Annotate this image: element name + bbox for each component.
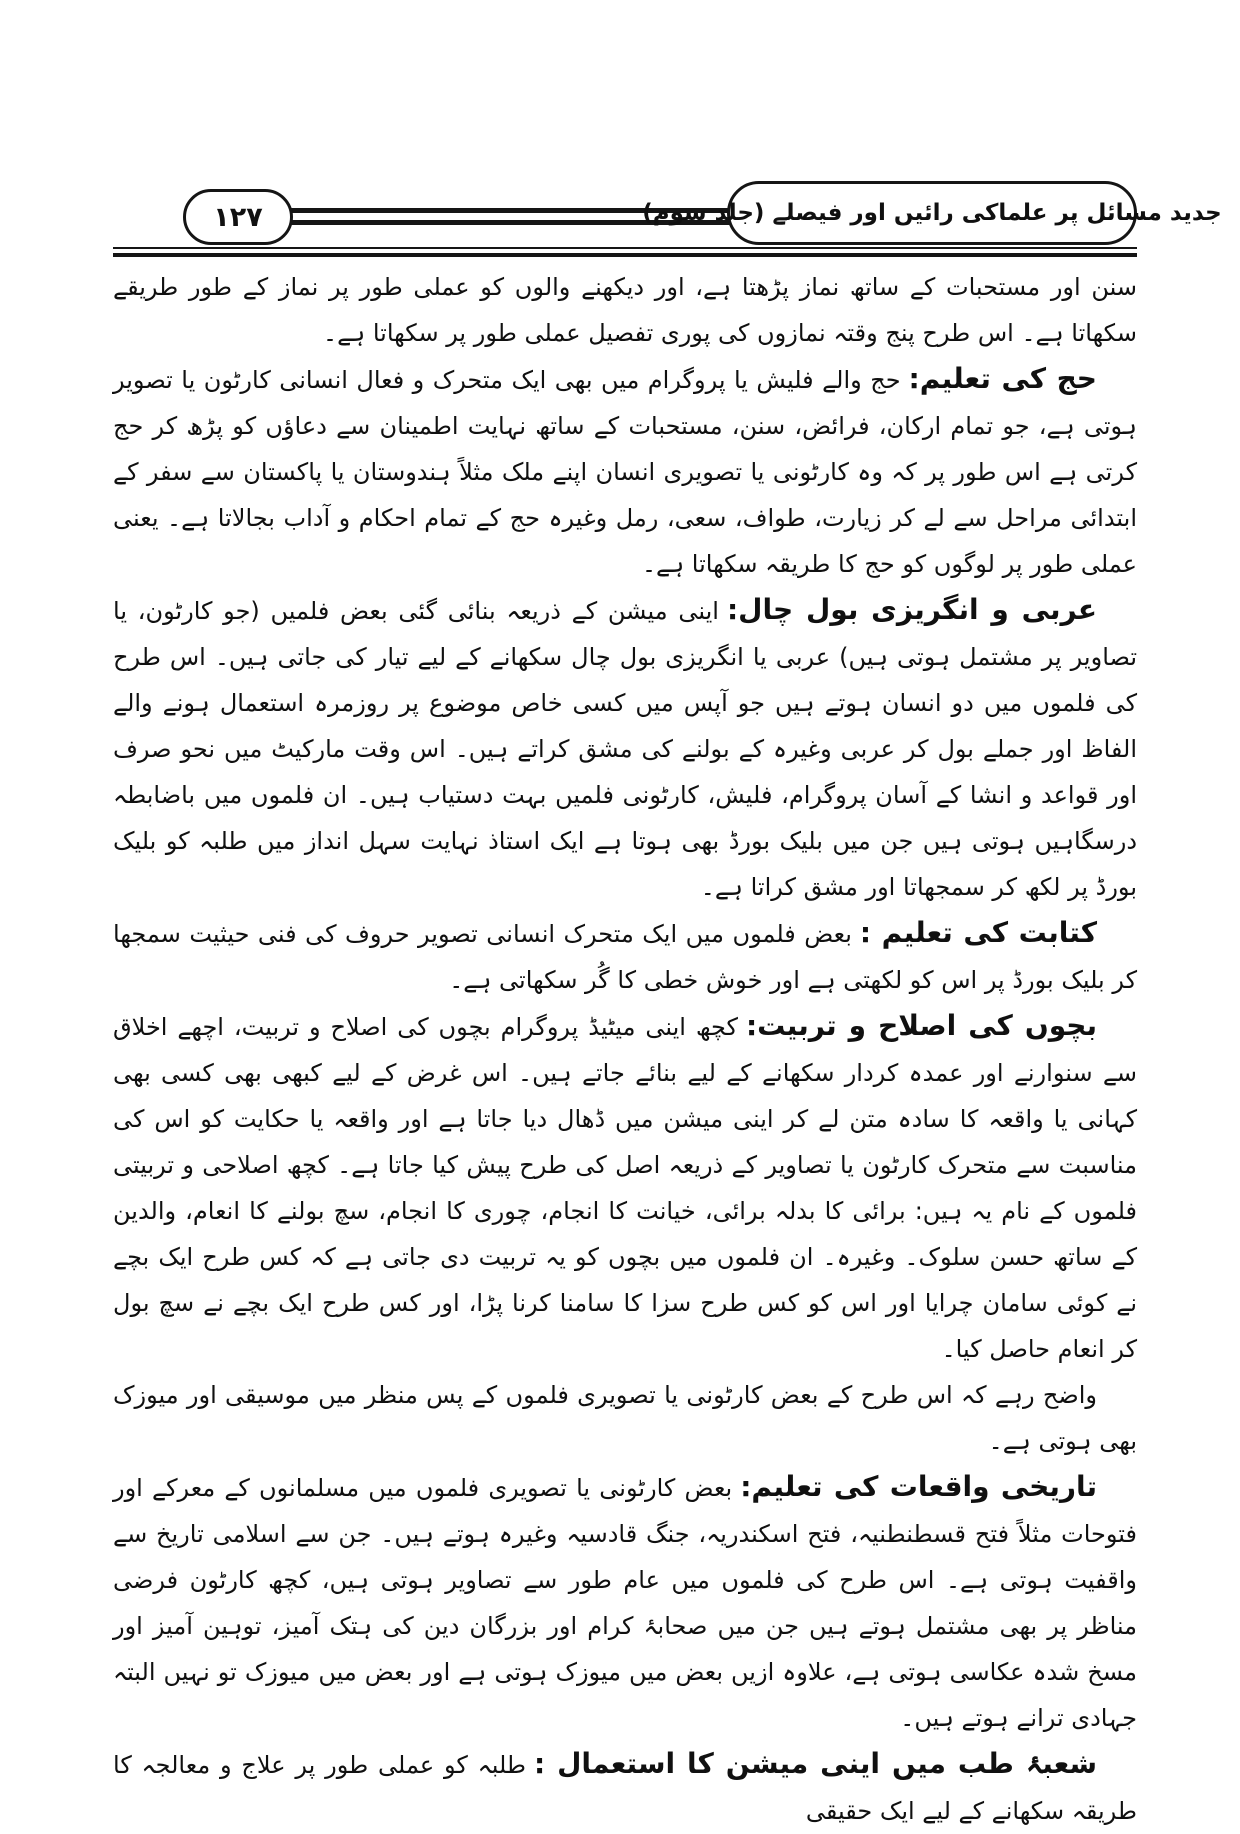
paragraph-text: سنن اور مستحبات کے ساتھ نماز پڑھتا ہے، اور دیکھنے والوں کو عملی طور پر نماز کے طور طریقے سکھاتا ہے۔ اس طرح پنج وقتہ نمازوں کی پوری تفصیل عملی طور پر سکھاتا ہے۔ bbox=[113, 273, 1137, 347]
book-title: جدید مسائل پر علماکی رائیں اور فیصلے (جلد سوم) bbox=[642, 200, 1222, 226]
book-title-pill bbox=[642, 181, 1222, 245]
section-heading-medicine: شعبۂ طب میں اینی میشن کا استعمال : bbox=[534, 1747, 1098, 1780]
paragraph-note-music bbox=[113, 1372, 1137, 1464]
paragraph-children-training bbox=[113, 1003, 1137, 1372]
section-heading-history: تاریخی واقعات کی تعلیم: bbox=[740, 1470, 1097, 1503]
body-text bbox=[113, 264, 1137, 1834]
section-heading-conversation: عربی و انگریزی بول چال: bbox=[726, 593, 1097, 626]
paragraph-text: بعض کارٹونی یا تصویری فلموں میں مسلمانوں کے معرکے اور فتوحات مثلاً فتح قسطنطنیہ، فتح اسکندریہ، جنگ قادسیہ وغیرہ ہوتے ہیں۔ جن سے اسلامی تاریخ سے واقفیت ہوتی ہے۔ اس طرح کی فلموں میں عام طور سے تصاویر ہوتی ہیں، کچھ کارٹون فرضی مناظر پر بھی مشتمل ہوتے ہیں جن میں صحابۂ کرام اور بزرگان دین کی ہتک آمیز، توہین آمیز اور مسخ شدہ عکاسی ہوتی ہے، علاوہ ازیں بعض میں میوزک ہوتی ہے اور بعض میں میوزک تو نہیں البتہ جہادی ترانے ہوتے ہیں۔ bbox=[113, 1474, 1137, 1732]
paragraph-text: کچھ اینی میٹیڈ پروگرام بچوں کی اصلاح و تربیت، اچھے اخلاق سے سنوارنے اور عمدہ کردار سکھانے کے لیے بنائے جاتے ہیں۔ اس غرض کے لیے کبھی بھی کسی بھی کہانی یا واقعہ کا سادہ متن لے کر اینی میشن میں ڈھال دیا جاتا ہے اور واقعہ یا حکایت کو اس کی مناسبت سے متحرک کارٹون یا تصاویر کے ذریعہ اصل کی طرح پیش کیا جاتا ہے۔ کچھ اصلاحی و تربیتی فلموں کے نام یہ ہیں: برائی کا بدلہ برائی، خیانت کا انجام، چوری کا انجام، سچ بولنے کا انعام، والدین کے ساتھ حسن سلوک۔ وغیرہ۔ ان فلموں میں بچوں کو یہ تربیت دی جاتی ہے کہ کس طرح ایک بچے نے کوئی سامان چرایا اور اس کو کس طرح سزا کا سامنا کرنا پڑا، اور کس طرح ایک بچے نے سچ بول کر انعام حاصل کیا۔ bbox=[113, 1013, 1137, 1363]
section-heading-calligraphy: کتابت کی تعلیم : bbox=[859, 916, 1097, 949]
paragraph-medical-animation bbox=[113, 1741, 1137, 1834]
section-heading-children: بچوں کی اصلاح و تربیت: bbox=[745, 1009, 1098, 1042]
paragraph-hajj-education bbox=[113, 356, 1137, 587]
paragraph-historical-events bbox=[113, 1464, 1137, 1741]
page-number-pill bbox=[183, 189, 293, 245]
paragraph-text: اینی میشن کے ذریعہ بنائی گئی بعض فلمیں (جو کارٹون، یا تصاویر پر مشتمل ہوتی ہیں) عربی یا انگریزی بول چال سکھانے کے لیے تیار کی جاتی ہیں۔ اس طرح کی فلموں میں دو انسان ہوتے ہیں جو آپس میں کسی خاص موضوع پر روزمرہ استعمال ہونے والے الفاظ اور جملے بول کر عربی وغیرہ کے بولنے کی مشق کراتے ہیں۔ اس وقت مارکیٹ میں نحو صرف اور قواعد و انشا کے آسان پروگرام، فلیش، کارٹونی فلمیں بہت دستیاب ہیں۔ ان فلموں میں باضابطہ درسگاہیں ہوتی ہیں جن میں بلیک بورڈ بھی ہوتا ہے ایک استاذ نہایت سہل انداز میں طلبہ کو بلیک بورڈ پر لکھ کر سمجھاتا اور مشق کراتا ہے۔ bbox=[113, 597, 1137, 901]
paragraph-text: حج والے فلیش یا پروگرام میں بھی ایک متحرک و فعال انسانی کارٹون یا تصویر ہوتی ہے، جو تمام ارکان، فرائض، سنن، مستحبات کے ساتھ نہایت اطمینان سے دعاؤں کو پڑھ کر حج کرتی ہے اس طور پر کہ وہ کارٹونی یا تصویری انسان اپنے ملک مثلاً ہندوستان یا پاکستان سے سفر کے ابتدائی مراحل سے لے کر زیارت، طواف، سعی، رمل وغیرہ حج کے تمام احکام و آداب بجالاتا ہے۔ یعنی عملی طور پر لوگوں کو حج کا طریقہ سکھاتا ہے۔ bbox=[113, 366, 1137, 578]
paragraph-text: طلبہ کو عملی طور پر علاج و معالجہ کا طریقہ سکھانے کے لیے ایک حقیقی bbox=[113, 1751, 1137, 1825]
page-number: ۱۲۷ bbox=[213, 201, 263, 233]
paragraph-arabic-english-conversation bbox=[113, 587, 1137, 910]
header-bottom-rule bbox=[113, 247, 1137, 257]
paragraph-text: واضح رہے کہ اس طرح کے بعض کارٹونی یا تصویری فلموں کے پس منظر میں موسیقی اور میوزک بھی ہوتی ہے۔ bbox=[113, 1381, 1137, 1455]
section-heading-hajj: حج کی تعلیم: bbox=[908, 362, 1097, 395]
paragraph-calligraphy-education bbox=[113, 910, 1137, 1003]
paragraph-continuation bbox=[113, 264, 1137, 356]
paragraph-text: بعض فلموں میں ایک متحرک انسانی تصویر حروف کی فنی حیثیت سمجھا کر بلیک بورڈ پر اس کو لکھتی ہے اور خوش خطی کا گُر سکھاتی ہے۔ bbox=[113, 920, 1137, 994]
